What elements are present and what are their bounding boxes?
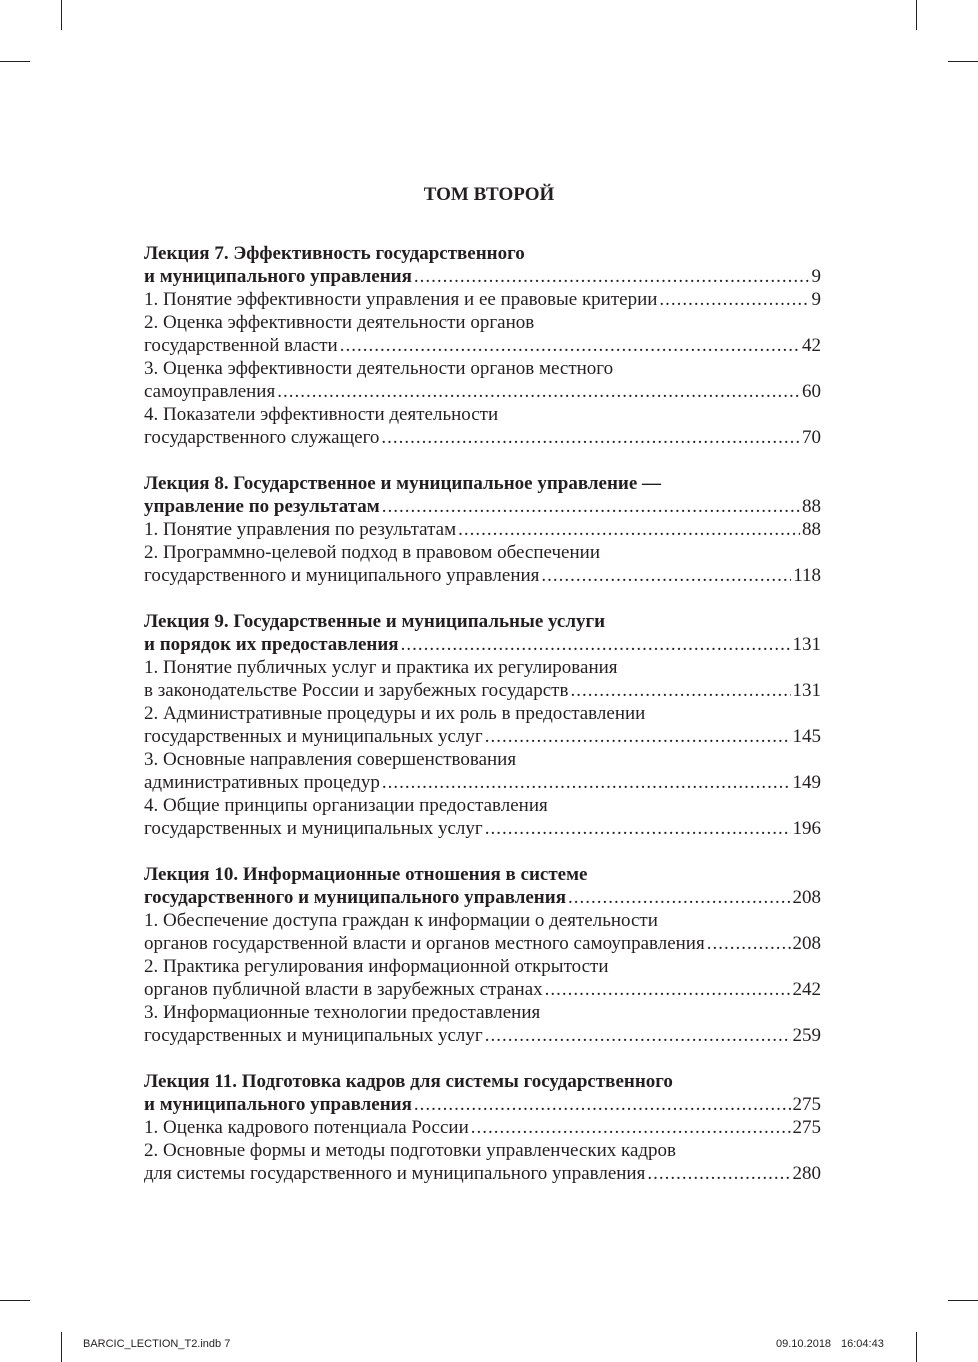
toc-lecture-title: управление по результатам [144, 496, 380, 517]
toc-lecture [144, 1070, 821, 1185]
toc-page-number: 88 [802, 496, 821, 517]
toc-section-title: органов публичной власти в зарубежных странах [144, 979, 543, 1000]
toc-leader-dots [340, 334, 800, 357]
toc-section-line [144, 679, 821, 702]
toc-section-title: 1. Оценка кадрового потенциала России [144, 1117, 469, 1138]
toc-section-title: 1. Понятие управления по результатам [144, 519, 457, 540]
toc-leader-dots [707, 932, 791, 955]
toc-section-title: 1. Понятие публичных услуг и практика их регулирования [144, 657, 618, 678]
footer-time: 16:04:43 [841, 1338, 884, 1350]
toc-section-title: 3. Основные направления совершенствования [144, 749, 517, 770]
toc-section-title: 4. Общие принципы организации предоставления [144, 795, 548, 816]
toc-section-line [144, 1139, 821, 1162]
toc-leader-dots [659, 288, 809, 311]
toc-leader-dots [485, 725, 791, 748]
toc-lecture-title: и порядок их предоставления [144, 634, 399, 655]
crop-mark-top-right-h [948, 61, 978, 62]
toc-leader-dots [277, 380, 800, 403]
toc-section-title: государственных и муниципальных услуг [144, 1025, 483, 1046]
toc-section-line [144, 817, 821, 840]
toc-lecture-title: государственного и муниципального управления [144, 887, 566, 908]
toc-lecture-title-line [144, 242, 821, 265]
toc-page-number: 208 [792, 887, 821, 908]
toc-section-title: государственного и муниципального управления [144, 565, 540, 586]
toc-leader-dots [401, 633, 791, 656]
toc-section-line [144, 380, 821, 403]
table-of-contents [144, 242, 821, 1185]
toc-section-title: государственных и муниципальных услуг [144, 818, 483, 839]
toc-leader-dots [471, 1116, 791, 1139]
toc-section-line [144, 771, 821, 794]
crop-mark-bottom-left-h [0, 1300, 30, 1301]
toc-section-line [144, 1001, 821, 1024]
toc-leader-dots [485, 817, 791, 840]
toc-section-line [144, 541, 821, 564]
toc-section-line [144, 311, 821, 334]
toc-page-number: 280 [792, 1163, 821, 1184]
toc-section-title: государственной власти [144, 335, 338, 356]
toc-lecture-title: Лекция 10. Информационные отношения в системе [144, 864, 588, 885]
toc-section-line [144, 426, 821, 449]
toc-section-line [144, 518, 821, 541]
toc-section-title: самоуправления [144, 381, 276, 402]
toc-page-number: 131 [792, 680, 821, 701]
toc-lecture-title-line [144, 495, 821, 518]
toc-page-number: 9 [811, 266, 821, 287]
toc-page-number: 9 [811, 289, 821, 310]
crop-mark-top-left [61, 0, 62, 30]
toc-section-line [144, 909, 821, 932]
toc-lecture [144, 610, 821, 840]
toc-section-title: 2. Программно-целевой подход в правовом обеспечении [144, 542, 600, 563]
toc-section-title: 2. Оценка эффективности деятельности органов [144, 312, 535, 333]
toc-section-line [144, 794, 821, 817]
toc-page-number: 131 [792, 634, 821, 655]
toc-lecture-title-line [144, 863, 821, 886]
toc-page-number: 242 [792, 979, 821, 1000]
toc-page-number: 145 [792, 726, 821, 747]
toc-section-title: 3. Информационные технологии предоставления [144, 1002, 541, 1023]
toc-lecture-title-line [144, 472, 821, 495]
toc-page-number: 42 [802, 335, 821, 356]
toc-lecture-title: Лекция 9. Государственные и муниципальные услуги [144, 611, 606, 632]
toc-lecture-title-line [144, 610, 821, 633]
toc-section-title: 1. Понятие эффективности управления и ее правовые критерии [144, 289, 658, 310]
toc-page-number: 275 [792, 1117, 821, 1138]
toc-leader-dots [381, 426, 800, 449]
toc-leader-dots [545, 978, 791, 1001]
toc-lecture-title: Лекция 8. Государственное и муниципальное управление — [144, 473, 662, 494]
toc-lecture-title: и муниципального управления [144, 1094, 412, 1115]
toc-section-line [144, 288, 821, 311]
toc-section-title: государственного служащего [144, 427, 380, 448]
toc-lecture-title: Лекция 7. Эффективность государственного [144, 243, 525, 264]
toc-lecture-title-line [144, 1093, 821, 1116]
crop-mark-bottom-left [61, 1332, 62, 1362]
toc-section-title: в законодательстве России и зарубежных государств [144, 680, 569, 701]
toc-section-line [144, 403, 821, 426]
toc-section-title: 2. Административные процедуры и их роль в предоставлении [144, 703, 646, 724]
toc-section-line [144, 702, 821, 725]
toc-lecture-title-line [144, 886, 821, 909]
toc-section-title: 2. Основные формы и методы подготовки управленческих кадров [144, 1140, 677, 1161]
volume-title: ТОМ ВТОРОЙ [423, 184, 555, 205]
toc-lecture-title-line [144, 1070, 821, 1093]
toc-section-title: для системы государственного и муниципального управления [144, 1163, 646, 1184]
toc-section-line [144, 725, 821, 748]
toc-section-line [144, 564, 821, 587]
toc-section-line [144, 656, 821, 679]
toc-leader-dots [382, 771, 791, 794]
toc-lecture [144, 863, 821, 1047]
toc-section-title: 3. Оценка эффективности деятельности органов местного [144, 358, 614, 379]
toc-page-number: 70 [802, 427, 821, 448]
toc-section-title: государственных и муниципальных услуг [144, 726, 483, 747]
toc-leader-dots [541, 564, 791, 587]
toc-leader-dots [647, 1162, 790, 1185]
toc-page-number: 60 [802, 381, 821, 402]
toc-lecture-title: Лекция 11. Подготовка кадров для системы государственного [144, 1071, 673, 1092]
toc-lecture-title-line [144, 265, 821, 288]
toc-section-line [144, 955, 821, 978]
toc-lecture [144, 242, 821, 449]
toc-page-number: 196 [792, 818, 821, 839]
toc-leader-dots [570, 679, 790, 702]
toc-leader-dots [414, 265, 810, 288]
crop-mark-top-right [916, 0, 917, 30]
toc-section-title: 1. Обеспечение доступа граждан к информации о деятельности [144, 910, 658, 931]
toc-page-number: 259 [792, 1025, 821, 1046]
footer-date: 09.10.2018 [776, 1338, 832, 1350]
toc-section-line [144, 932, 821, 955]
toc-lecture-title-line [144, 633, 821, 656]
toc-page-number: 118 [793, 565, 821, 586]
toc-section-title: органов государственной власти и органов местного самоуправления [144, 933, 705, 954]
toc-section-line [144, 357, 821, 380]
toc-section-title: 2. Практика регулирования информационной открытости [144, 956, 609, 977]
toc-lecture [144, 472, 821, 587]
footer-file: BARCIC_LECTION_T2.indb 7 [83, 1338, 231, 1350]
toc-leader-dots [414, 1093, 791, 1116]
toc-section-title: административных процедур [144, 772, 380, 793]
toc-section-line [144, 334, 821, 357]
toc-section-line [144, 748, 821, 771]
toc-page-number: 88 [802, 519, 821, 540]
toc-leader-dots [485, 1024, 791, 1047]
toc-section-line [144, 1162, 821, 1185]
crop-mark-bottom-right [916, 1332, 917, 1362]
toc-page-number: 149 [792, 772, 821, 793]
toc-section-line [144, 978, 821, 1001]
toc-page-number: 208 [792, 933, 821, 954]
crop-mark-top-left-h [0, 61, 30, 62]
toc-section-title: 4. Показатели эффективности деятельности [144, 404, 499, 425]
toc-section-line [144, 1024, 821, 1047]
toc-leader-dots [458, 518, 800, 541]
toc-leader-dots [568, 886, 791, 909]
toc-section-line [144, 1116, 821, 1139]
crop-mark-bottom-right-h [948, 1300, 978, 1301]
toc-page-number: 275 [792, 1094, 821, 1115]
toc-lecture-title: и муниципального управления [144, 266, 412, 287]
toc-leader-dots [382, 495, 800, 518]
